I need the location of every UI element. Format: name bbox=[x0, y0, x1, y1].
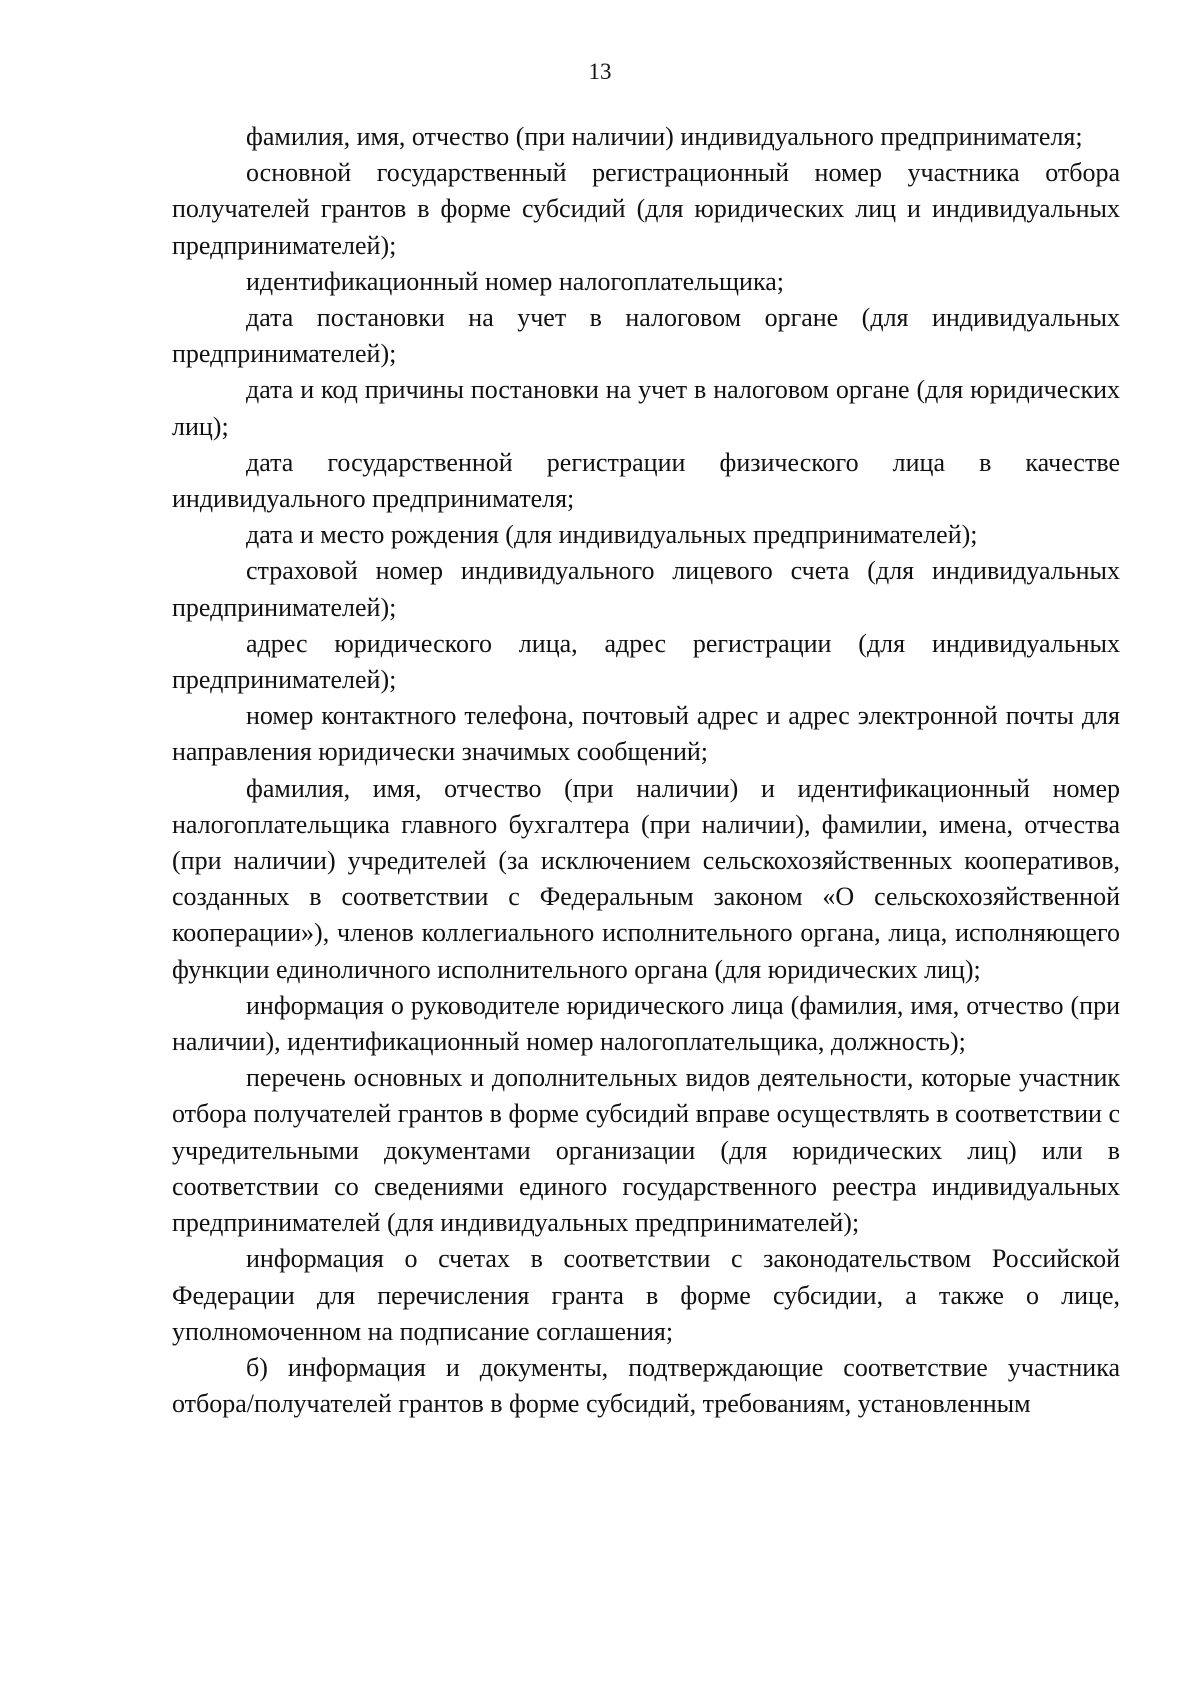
paragraph-contacts: номер контактного телефона, почтовый адрес и адрес электронной почты для направления юридически значимых сообщений; bbox=[172, 701, 1120, 767]
paragraph-entrepreneur-name: фамилия, имя, отчество (при наличии) индивидуального предпринимателя; bbox=[246, 122, 1083, 151]
paragraph-officers: фамилия, имя, отчество (при наличии) и идентификационный номер налогоплательщика главного бухгалтера (при наличии), фамилии, имена, отчества (при наличии) учредителей (за исключением сельскохозяйственных кооперативов, созданных в соответствии с Федеральным законом «О сельскохозяйственной кооперации»), членов коллегиального исполнительного органа, лица, исполняющего функции единоличного исполнительного органа (для юридических лиц); bbox=[172, 773, 1120, 984]
paragraph-item-b: б) информация и документы, подтверждающие соответствие участника отбора/получателей грантов в форме субсидий, требованиям, установленным bbox=[172, 1352, 1120, 1419]
paragraph-ogrn: основной государственный регистрационный номер участника отбора получателей грантов в форме субсидий (для юридических лиц и индивидуальных предпринимателей); bbox=[172, 158, 1120, 260]
paragraph-kpp: дата и код причины постановки на учет в налоговом органе (для юридических лиц); bbox=[172, 375, 1120, 441]
paragraph-activity-types: перечень основных и дополнительных видов деятельности, которые участник отбора получателей грантов в форме субсидий вправе осуществлять в соответствии с учредительными документами организации (для юридических лиц) или в соответствии со сведениями единого государственного реестра индивидуальных предпринимателей (для индивидуальных предпринимателей); bbox=[172, 1063, 1120, 1238]
paragraph-address: адрес юридического лица, адрес регистрации (для индивидуальных предпринимателей); bbox=[172, 628, 1120, 695]
page-number: 13 bbox=[588, 59, 612, 84]
paragraph-snils: страховой номер индивидуального лицевого счета (для индивидуальных предпринимателей); bbox=[172, 556, 1120, 622]
paragraph-state-registration-date: дата государственной регистрации физического лица в качестве индивидуального предпринимателя; bbox=[172, 447, 1120, 514]
paragraph-head-info: информация о руководителе юридического лица (фамилия, имя, отчество (при наличии), идентификационный номер налогоплательщика, должность); bbox=[172, 990, 1120, 1057]
paragraph-birth-date-place: дата и место рождения (для индивидуальных предпринимателей); bbox=[246, 520, 978, 550]
paragraph-bank-accounts: информация о счетах в соответствии с законодательством Российской Федерации для перечисления гранта в форме субсидии, а также о лице, уполномоченном на подписание соглашения; bbox=[172, 1244, 1120, 1346]
document-body bbox=[172, 119, 1120, 1422]
paragraph-inn: идентификационный номер налогоплательщика; bbox=[246, 266, 784, 296]
paragraph-tax-registration-date: дата постановки на учет в налоговом органе (для индивидуальных предпринимателей); bbox=[172, 303, 1120, 369]
